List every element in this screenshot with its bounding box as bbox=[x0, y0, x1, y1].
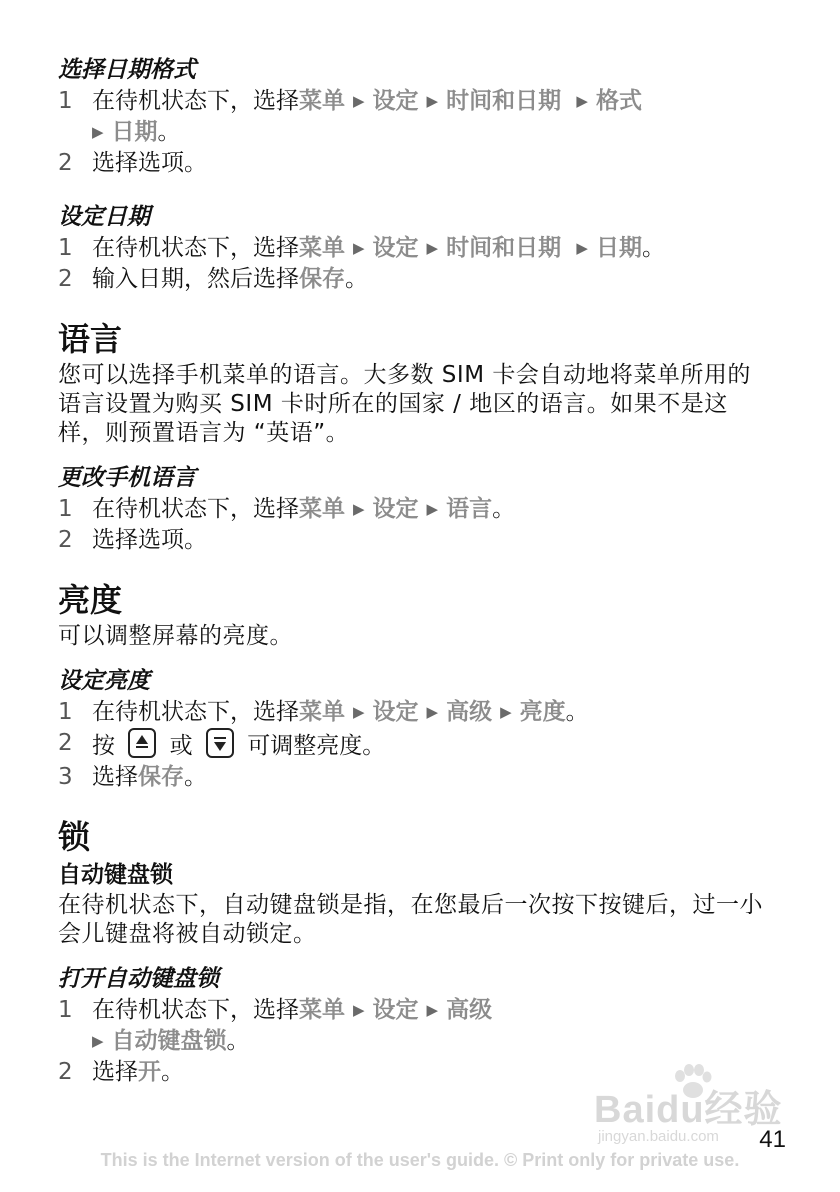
step-number: 1 bbox=[58, 496, 73, 522]
step-number: 2 bbox=[58, 1059, 73, 1085]
paragraph-lock: 在待机状态下，自动键盘锁是指，在您最后一次按下按键后，过一小会儿键盘将被自动锁定。 bbox=[58, 892, 763, 947]
menu-item: 时间和日期 bbox=[446, 235, 562, 261]
step-text bbox=[92, 86, 774, 117]
menu-item: 菜单 bbox=[299, 235, 345, 261]
watermark-url: jingyan.baidu.com bbox=[598, 1128, 719, 1145]
menu-item: 保存 bbox=[138, 764, 184, 790]
footer-notice: This is the Internet version of the user's guide. © Print only for private use. bbox=[100, 1150, 740, 1170]
step-lead: 在待机状态下，选择 bbox=[92, 997, 299, 1023]
step-number: 1 bbox=[58, 699, 73, 725]
menu-item: 菜单 bbox=[299, 88, 345, 114]
step-lead: 输入日期，然后选择 bbox=[92, 266, 299, 292]
nav-down-key-icon bbox=[206, 728, 234, 758]
arrow-icon: ▶ bbox=[500, 703, 512, 721]
arrow-icon: ▶ bbox=[353, 92, 365, 110]
step-text bbox=[92, 995, 774, 1026]
period: 。 bbox=[184, 764, 207, 790]
heading-lock: 锁 bbox=[58, 818, 91, 856]
menu-item: 高级 bbox=[446, 997, 493, 1023]
step-lead: 选择 bbox=[92, 1059, 138, 1085]
period: 。 bbox=[641, 235, 665, 261]
subheading-set-date: 设定日期 bbox=[58, 204, 150, 230]
subheading-enable-keylock: 打开自动键盘锁 bbox=[58, 966, 219, 992]
menu-item: 设定 bbox=[372, 88, 419, 114]
period: 。 bbox=[345, 266, 368, 292]
subheading-date-format: 选择日期格式 bbox=[58, 57, 196, 83]
arrow-icon: ▶ bbox=[426, 500, 439, 518]
menu-item: 设定 bbox=[372, 496, 419, 522]
arrow-icon: ▶ bbox=[426, 1001, 439, 1019]
page-number: 41 bbox=[759, 1126, 786, 1153]
step bbox=[58, 148, 774, 179]
menu-item: 时间和日期 bbox=[446, 88, 562, 114]
step-or: 或 bbox=[169, 733, 193, 759]
arrow-icon: ▶ bbox=[426, 239, 439, 257]
arrow-icon: ▶ bbox=[576, 239, 588, 257]
arrow-icon: ▶ bbox=[353, 703, 365, 721]
step-text: 选择选项。 bbox=[92, 150, 207, 176]
menu-item: 设定 bbox=[372, 699, 419, 725]
step bbox=[58, 494, 774, 525]
step-continuation bbox=[58, 1026, 774, 1057]
arrow-icon: ▶ bbox=[92, 1032, 104, 1050]
arrow-icon: ▶ bbox=[353, 500, 365, 518]
menu-item: 高级 bbox=[446, 699, 493, 725]
subheading-auto-keylock: 自动键盘锁 bbox=[58, 862, 173, 888]
period: 。 bbox=[226, 1028, 250, 1054]
menu-item: 自动键盘锁 bbox=[111, 1028, 227, 1054]
menu-item: 保存 bbox=[299, 266, 345, 292]
arrow-icon: ▶ bbox=[426, 92, 439, 110]
subheading-change-language: 更改手机语言 bbox=[58, 465, 196, 491]
step-number: 1 bbox=[58, 235, 73, 261]
step-lead: 在待机状态下，选择 bbox=[92, 88, 299, 114]
step bbox=[58, 264, 774, 295]
step-lead: 在待机状态下，选择 bbox=[92, 699, 299, 725]
step bbox=[58, 762, 774, 793]
manual-page bbox=[58, 54, 774, 1088]
menu-item: 菜单 bbox=[299, 997, 345, 1023]
step-lead: 在待机状态下，选择 bbox=[92, 235, 299, 261]
arrow-icon: ▶ bbox=[426, 703, 439, 721]
step-text bbox=[92, 762, 774, 793]
step-number: 2 bbox=[58, 150, 73, 176]
arrow-icon: ▶ bbox=[353, 1001, 365, 1019]
menu-item: 菜单 bbox=[299, 699, 345, 725]
menu-item: 菜单 bbox=[299, 496, 345, 522]
step bbox=[58, 995, 774, 1026]
menu-item: 语言 bbox=[446, 496, 493, 522]
menu-item: 格式 bbox=[595, 88, 642, 114]
paragraph-language: 您可以选择手机菜单的语言。大多数 SIM 卡会自动地将菜单所用的语言设置为购买 SIM 卡时所在的国家 / 地区的语言。如果不是这样，则预置语言为 “英语”。 bbox=[58, 362, 751, 446]
step-text: 选择选项。 bbox=[92, 527, 207, 553]
paragraph-brightness: 可以调整屏幕的亮度。 bbox=[58, 623, 293, 649]
menu-item: 开 bbox=[138, 1059, 161, 1085]
period: 。 bbox=[157, 119, 181, 145]
period: 。 bbox=[565, 699, 589, 725]
menu-item: 亮度 bbox=[519, 699, 566, 725]
step-text bbox=[92, 728, 774, 762]
menu-item: 日期 bbox=[111, 119, 158, 145]
step-number: 1 bbox=[58, 997, 73, 1023]
nav-up-key-icon bbox=[128, 728, 156, 758]
step-text bbox=[92, 697, 774, 728]
step-text bbox=[92, 264, 774, 295]
step-text bbox=[92, 494, 774, 525]
period: 。 bbox=[161, 1059, 184, 1085]
step-number: 3 bbox=[58, 764, 73, 790]
arrow-icon: ▶ bbox=[576, 92, 588, 110]
step-tail: 可调整亮度。 bbox=[247, 733, 386, 759]
step bbox=[58, 697, 774, 728]
step bbox=[58, 86, 774, 117]
arrow-icon: ▶ bbox=[353, 239, 365, 257]
step-lead: 在待机状态下，选择 bbox=[92, 496, 299, 522]
step bbox=[58, 233, 774, 264]
step-number: 2 bbox=[58, 730, 73, 756]
heading-brightness: 亮度 bbox=[58, 581, 123, 619]
step-text bbox=[92, 233, 774, 264]
period: 。 bbox=[492, 496, 516, 522]
subheading-set-brightness: 设定亮度 bbox=[58, 668, 150, 694]
step-number: 2 bbox=[58, 527, 73, 553]
watermark-text: Baidu经验 bbox=[594, 1089, 783, 1131]
step bbox=[58, 525, 774, 556]
step-lead: 选择 bbox=[92, 764, 138, 790]
step-lead: 按 bbox=[92, 733, 115, 759]
step-number: 1 bbox=[58, 88, 73, 114]
menu-item: 设定 bbox=[372, 235, 419, 261]
menu-item: 日期 bbox=[595, 235, 642, 261]
arrow-icon: ▶ bbox=[92, 123, 104, 141]
step-continuation bbox=[58, 117, 774, 148]
step-number: 2 bbox=[58, 266, 73, 292]
heading-language: 语言 bbox=[58, 320, 123, 358]
menu-item: 设定 bbox=[372, 997, 419, 1023]
step bbox=[58, 728, 774, 762]
